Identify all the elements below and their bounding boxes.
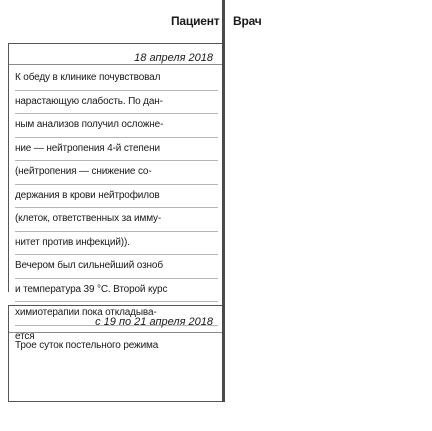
entry-date: 18 апреля 2018	[134, 52, 213, 64]
entry-line: Трое суток постельного режима	[15, 340, 159, 351]
entry-line: К обеду в клинике почувствовал	[15, 67, 218, 91]
entry-line: нитет против инфекций)).	[15, 232, 218, 256]
entry-line: ние — нейтропения 4-й степени	[15, 138, 218, 162]
doctor-column-header: Врач	[233, 14, 262, 28]
entry-line: химиотерапии пока откладыва-	[15, 302, 218, 326]
entry-line: ным анализов получил осложне-	[15, 114, 218, 138]
entry-date: с 19 по 21 апреля 2018	[95, 316, 213, 328]
column-divider	[222, 0, 225, 402]
entry-line: Вечером был сильнейший озноб	[15, 255, 218, 279]
entry-line: ется	[15, 330, 35, 342]
entry-line: нарастающую слабость. По дан-	[15, 91, 218, 115]
entry-line: держания в крови нейтрофилов	[15, 185, 218, 209]
entry-line: (нейтропения — снижение со-	[15, 161, 218, 185]
entry-line: (клеток, ответственных за имму-	[15, 208, 218, 232]
patient-column-header: Пациент	[171, 14, 220, 28]
diary-entry	[8, 305, 222, 402]
entry-text	[9, 333, 222, 358]
entry-line: и температура 39 °C. Второй курс	[15, 279, 218, 303]
